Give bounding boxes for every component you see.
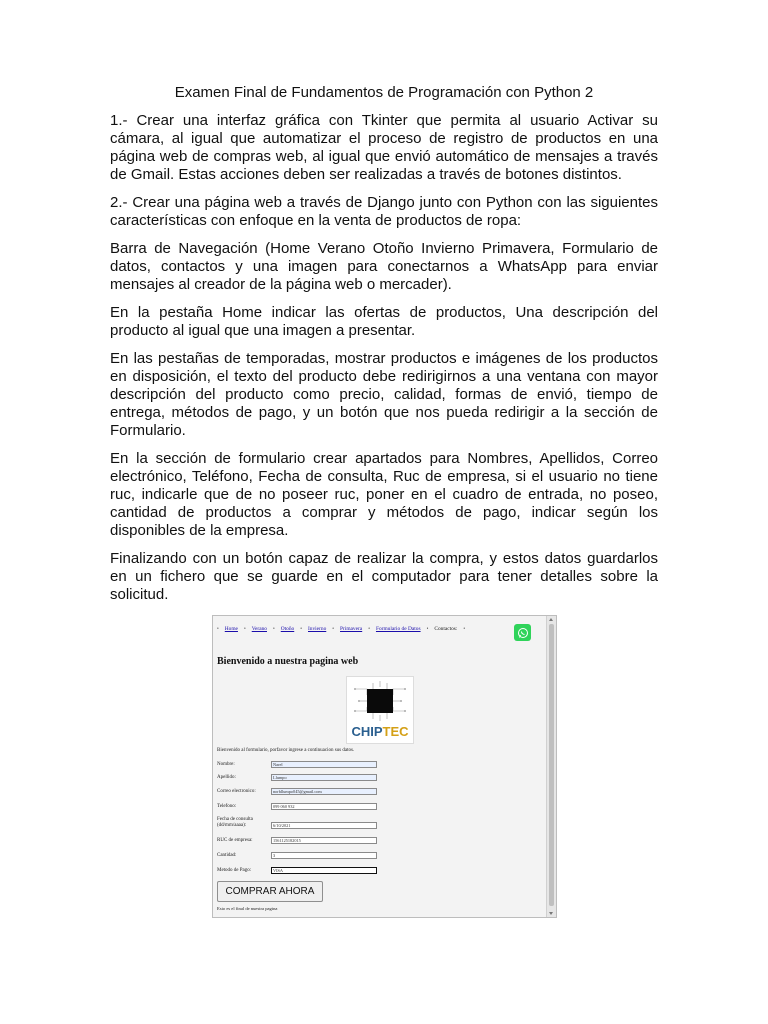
welcome-heading: Bienvenido a nuestra pagina web	[217, 656, 359, 667]
whatsapp-glyph-icon	[517, 627, 529, 639]
input-apellido[interactable]: Llumpo	[271, 774, 377, 781]
document-title: Examen Final de Fundamentos de Programación con Python 2	[174, 84, 594, 101]
label-ruc: RUC de empresa:	[217, 838, 253, 843]
paragraph-7: Finalizando con un botón capaz de realizar la compra, y estos datos guardarlos en un fichero que se guarde en el computador para tener detalles sobre la solicitud.	[110, 550, 658, 603]
label-pago: Metodo de Pago:	[217, 868, 252, 873]
whatsapp-icon[interactable]	[514, 624, 531, 641]
nav-link-otono[interactable]: Otoño	[280, 626, 295, 632]
input-correo[interactable]: norbllumpo045@gmail.com	[271, 788, 377, 795]
nav-link-primavera[interactable]: Primavera	[340, 626, 363, 632]
input-ruc[interactable]: 1561125182015	[271, 837, 377, 844]
paragraph-4: En la pestaña Home indicar las ofertas de productos, Una descripción del producto al igual que una imagen a presentar.	[110, 304, 658, 339]
paragraph-6: En la sección de formulario crear apartados para Nombres, Apellidos, Correo electrónico, Teléfono, Fecha de consulta, Ruc de empresa, si el usuario no tiene ruc, indicarle que de no poseer ruc, poner en el cuadro de entrada, no poseo, cantidad de productos a comprar y métodos de pago, indicar según los disponibles de la empresa.	[110, 450, 658, 539]
paragraph-1: 1.- Crear una interfaz gráfica con Tkinter que permita al usuario Activar su cámara, al igual que automatizar el proceso de registro de productos en una página web de compras web, al igual que envió automático de mensajes a través de Gmail. Estas acciones deben ser realizadas a través de botones distintos.	[110, 112, 658, 183]
embedded-webpage-screenshot	[212, 615, 557, 918]
paragraph-3: Barra de Navegación (Home Verano Otoño Invierno Primavera, Formulario de datos, contactos y una imagen para conectarnos a WhatsApp para enviar mensajes al creador de la página web o mercader).	[110, 240, 658, 293]
select-pago[interactable]: VISA	[271, 867, 377, 874]
scrollbar-thumb[interactable]	[549, 624, 554, 906]
input-nombre[interactable]: Narel	[271, 761, 377, 768]
paragraph-2: 2.- Crear una página web a través de Django junto con Python con las siguientes características con enfoque en la venta de productos de ropa:	[110, 194, 658, 229]
label-nombre: Nombre:	[217, 762, 235, 767]
footer-text: Esto es el final de nuestra pagina	[217, 906, 278, 911]
label-telefono: Telefono:	[217, 804, 237, 809]
scroll-down-icon[interactable]	[549, 912, 553, 915]
comprar-ahora-button[interactable]: COMPRAR AHORA	[217, 881, 323, 902]
label-apellido: Apellido:	[217, 775, 236, 780]
vertical-scrollbar[interactable]	[546, 616, 556, 917]
logo-wordmark: CHIPTEC	[351, 724, 409, 739]
paragraph-5: En las pestañas de temporadas, mostrar productos e imágenes de los productos en disposición, el texto del producto debe redirigirnos a una ventana con mayor descripción del producto como precio, calidad, formas de envió, tiempo de entrega, métodos de pago, y un botón que nos pueda redirigir a la sección de Formulario.	[110, 350, 658, 439]
label-fecha: Fecha de consulta (dd/mm/aaaa):	[217, 817, 253, 828]
nav-bar: • Home • Verano • Otoño • Invierno • Primavera • Formulario de Datos • Contactos: •	[217, 626, 466, 632]
label-cantidad: Cantidad:	[217, 853, 237, 858]
input-fecha[interactable]: 6/10/2021	[271, 822, 377, 829]
input-telefono[interactable]: 099 060 932	[271, 803, 377, 810]
document-body	[110, 84, 658, 604]
nav-link-invierno[interactable]: Invierno	[308, 626, 327, 632]
webpage-content	[213, 616, 546, 917]
nav-link-verano[interactable]: Verano	[251, 626, 267, 632]
nav-link-formulario[interactable]: Formulario de Datos	[375, 626, 421, 632]
label-correo: Correo electronico:	[217, 789, 256, 794]
chiptec-logo	[346, 676, 414, 744]
form-intro-text: Bienvenido al formulario, porfavor ingrese a continuacion sus datos.	[217, 748, 355, 753]
input-cantidad[interactable]: 3	[271, 852, 377, 859]
nav-contactos-label: Contactos:	[434, 626, 458, 632]
circuit-icon	[353, 681, 407, 721]
scroll-up-icon[interactable]	[549, 618, 553, 621]
nav-link-home[interactable]: Home	[224, 626, 238, 632]
